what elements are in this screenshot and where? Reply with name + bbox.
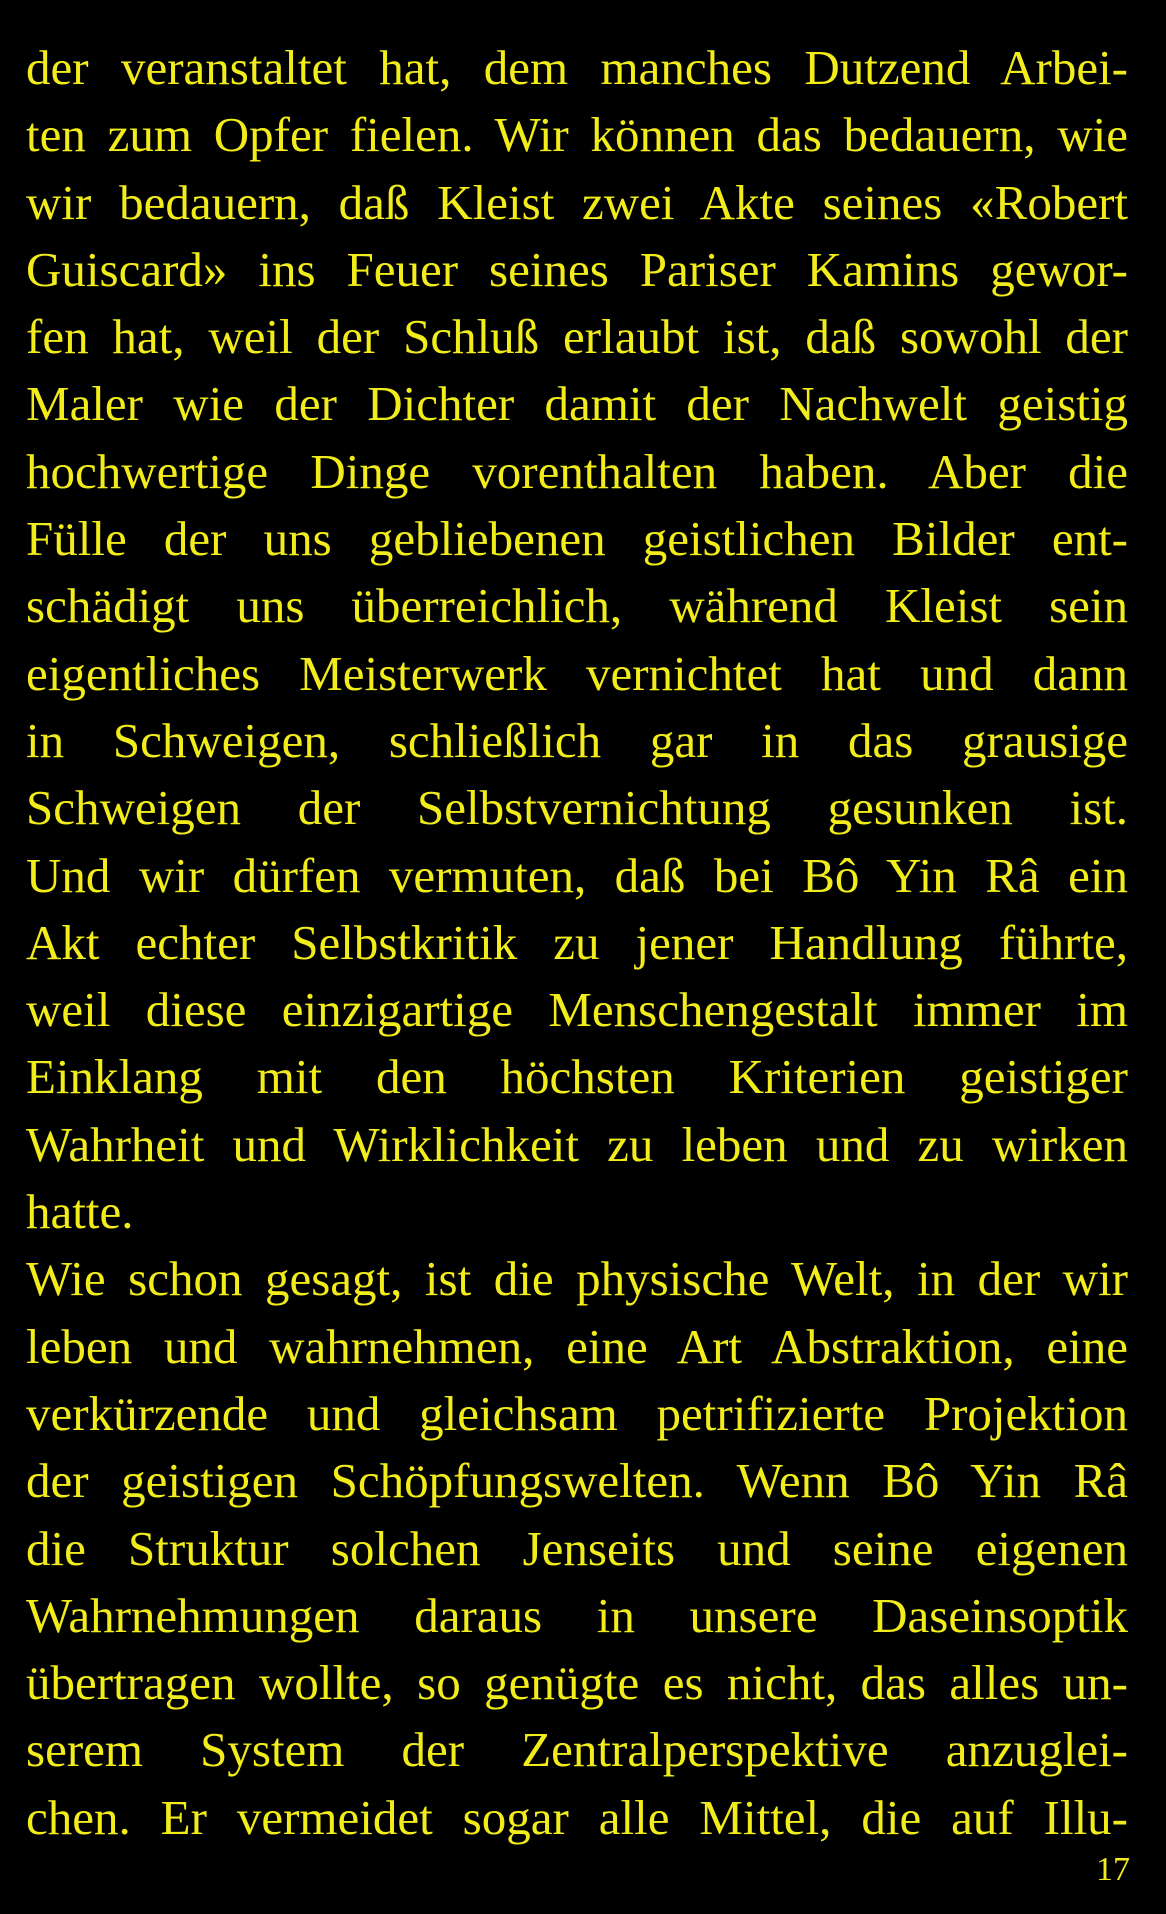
text-line: Einklang mit den höchsten Kriterien geistiger — [26, 1049, 1128, 1105]
text-line: Guiscard» ins Feuer seines Pariser Kamins gewor- — [26, 241, 1128, 297]
text-line: hochwertige Dinge vorenthalten haben. Aber die — [26, 443, 1128, 499]
text-line: fen hat, weil der Schluß erlaubt ist, daß sowohl der — [26, 309, 1128, 365]
text-line: Schweigen der Selbstvernichtung gesunken ist. — [26, 780, 1128, 836]
text-line: schädigt uns überreichlich, während Kleist sein — [26, 578, 1128, 634]
text-line: Wahrnehmungen daraus in unsere Daseinsoptik — [26, 1587, 1128, 1643]
text-line: in Schweigen, schließlich gar in das grausige — [26, 712, 1128, 768]
text-line: die Struktur solchen Jenseits und seine eigenen — [26, 1520, 1128, 1576]
page-text — [26, 34, 1128, 1851]
text-line: chen. Er vermeidet sogar alle Mittel, die auf Illu- — [26, 1789, 1128, 1845]
text-line: Wie schon gesagt, ist die physische Welt, in der wir — [26, 1251, 1128, 1307]
text-line: eigentliches Meisterwerk vernichtet hat und dann — [26, 645, 1128, 701]
text-line: übertragen wollte, so genügte es nicht, das alles un- — [26, 1655, 1128, 1711]
text-line: Wahrheit und Wirklichkeit zu leben und zu wirken — [26, 1116, 1128, 1172]
paragraph-1 — [26, 34, 1128, 1245]
text-line: der geistigen Schöpfungswelten. Wenn Bô Yin Râ — [26, 1453, 1128, 1509]
text-line: Und wir dürfen vermuten, daß bei Bô Yin Râ ein — [26, 847, 1128, 903]
text-line: verkürzende und gleichsam petrifizierte Projektion — [26, 1385, 1128, 1441]
text-line: Fülle der uns gebliebenen geistlichen Bilder ent- — [26, 511, 1128, 567]
text-line: wir bedauern, daß Kleist zwei Akte seines «Robert — [26, 174, 1128, 230]
text-line: leben und wahrnehmen, eine Art Abstraktion, eine — [26, 1318, 1128, 1374]
text-line: Maler wie der Dichter damit der Nachwelt geistig — [26, 376, 1128, 432]
text-line: Akt echter Selbstkritik zu jener Handlung führte, — [26, 914, 1128, 970]
text-line: der veranstaltet hat, dem manches Dutzend Arbei- — [26, 40, 1128, 95]
text-line: serem System der Zentralperspektive anzuglei- — [26, 1722, 1128, 1778]
text-line: weil diese einzigartige Menschengestalt immer im — [26, 982, 1128, 1038]
paragraph-2 — [26, 1245, 1128, 1851]
text-line: ten zum Opfer fielen. Wir können das bedauern, wie — [26, 107, 1128, 163]
page-number: 17 — [1096, 1851, 1130, 1888]
text-line: hatte. — [26, 1184, 134, 1240]
